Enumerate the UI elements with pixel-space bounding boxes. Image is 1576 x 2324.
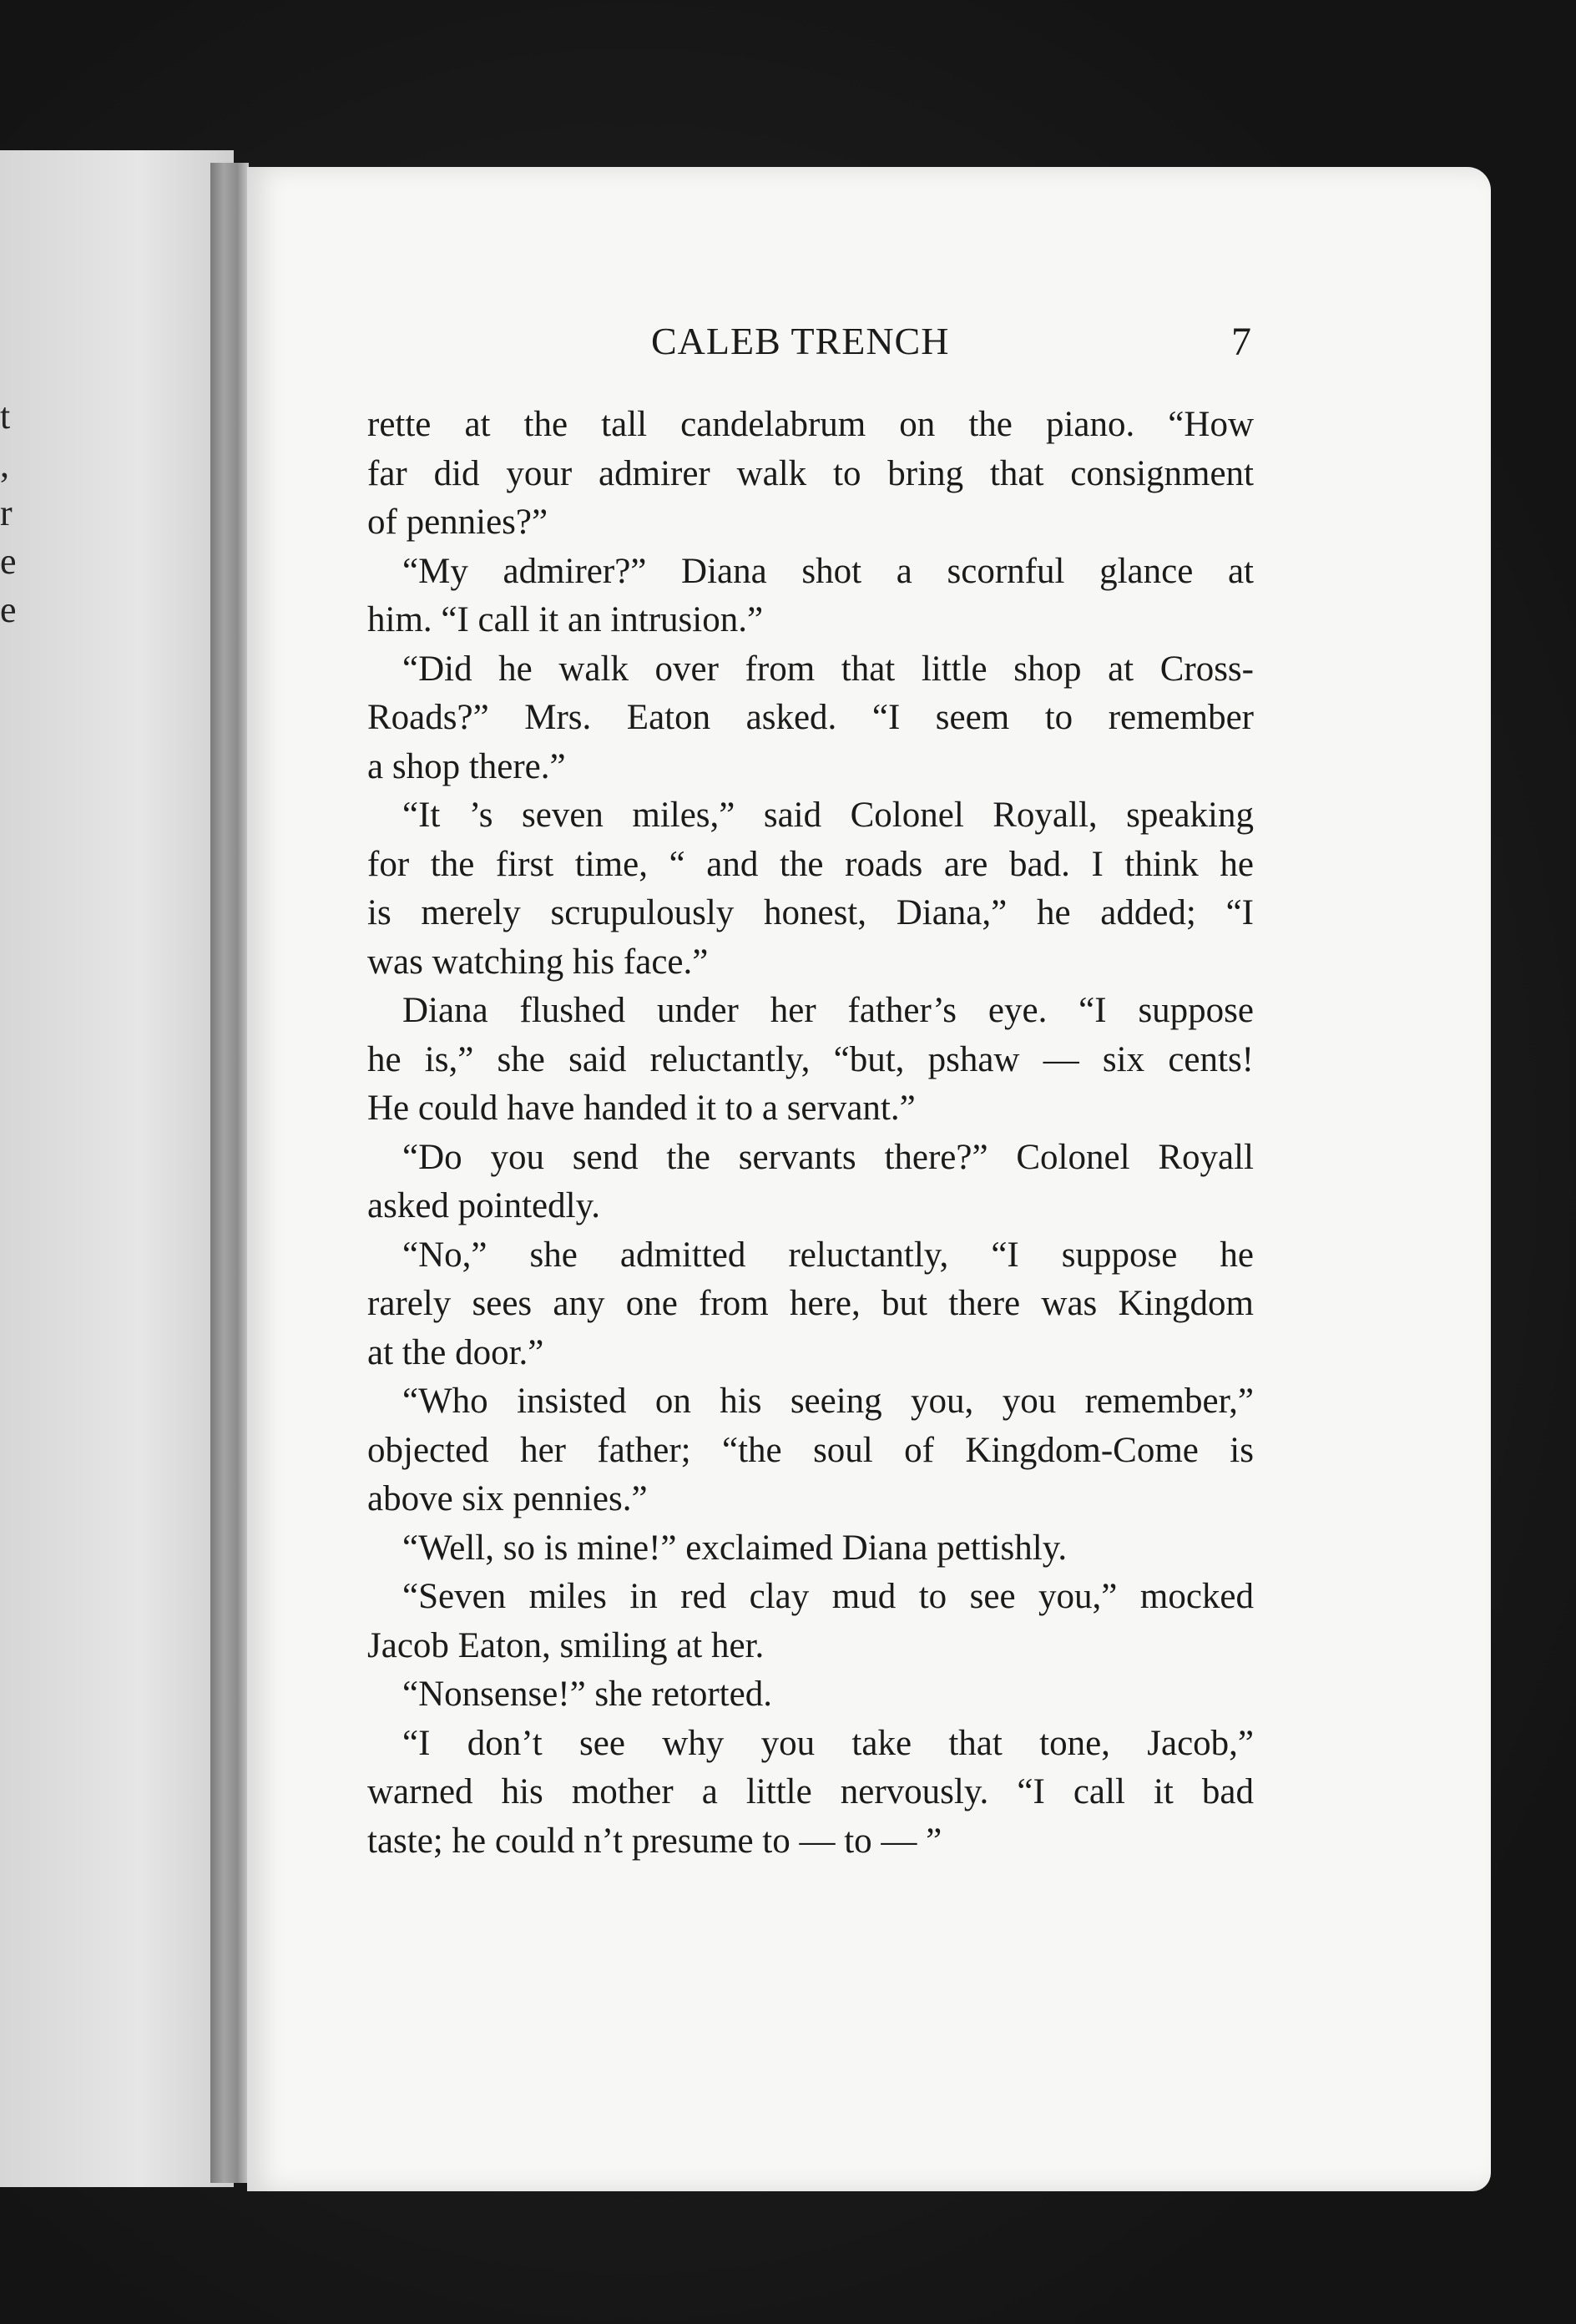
text-line: rarely sees any one from here, but there was Kingdom — [367, 1284, 1254, 1323]
text-line: of pennies?” — [367, 503, 548, 542]
text-line: is merely scrupulously honest, Diana,” he added; “I — [367, 893, 1254, 932]
text-line: taste; he could n’t presume to — to — ” — [367, 1821, 942, 1861]
text-line: “Did he walk over from that little shop at Cross- — [402, 649, 1254, 689]
text-line: He could have handed it to a servant.” — [367, 1089, 916, 1128]
text-line: “It ’s seven miles,” said Colonel Royall, speaking — [402, 796, 1254, 835]
text-line: him. “I call it an intrusion.” — [367, 600, 764, 639]
text-line: was watching his face.” — [367, 942, 709, 982]
left-edge-fragment: , — [0, 444, 9, 485]
text-line: objected her father; “the soul of Kingdom-Come is — [367, 1430, 1254, 1470]
text-line: a shop there.” — [367, 746, 566, 786]
text-line: “My admirer?” Diana shot a scornful glance at — [402, 551, 1254, 591]
text-line: “No,” she admitted reluctantly, “I suppose he — [402, 1235, 1254, 1275]
text-line: Diana flushed under her father’s eye. “I suppose — [402, 991, 1254, 1030]
text-line: Roads?” Mrs. Eaton asked. “I seem to remember — [367, 698, 1254, 737]
running-head: CALEB TRENCH — [651, 320, 950, 362]
text-line: for the first time, “ and the roads are bad. I think he — [367, 844, 1254, 884]
text-line: Jacob Eaton, smiling at her. — [367, 1625, 765, 1665]
left-edge-fragment: e — [0, 589, 17, 630]
left-edge-fragment: t — [0, 396, 11, 437]
text-line: asked pointedly. — [367, 1186, 601, 1225]
text-line: at the door.” — [367, 1332, 544, 1372]
text-line: “Seven miles in red clay mud to see you,” mocked — [402, 1577, 1254, 1616]
body-text — [367, 401, 1254, 1866]
text-line: “Nonsense!” she retorted. — [402, 1675, 772, 1714]
left-edge-fragment: r — [0, 493, 13, 533]
left-page-edge — [0, 150, 234, 2187]
text-line: “Who insisted on his seeing you, you remember,” — [402, 1382, 1254, 1421]
left-edge-fragment: e — [0, 541, 17, 582]
left-page-text-fragments — [0, 392, 17, 634]
text-line: he is,” she said reluctantly, “but, pshaw — six cents! — [367, 1039, 1254, 1079]
text-line: “Well, so is mine!” exclaimed Diana pettishly. — [402, 1528, 1068, 1568]
text-line: warned his mother a little nervously. “I call it bad — [367, 1772, 1254, 1811]
text-line: above six pennies.” — [367, 1479, 648, 1518]
text-line: “Do you send the servants there?” Colonel Royall — [402, 1137, 1254, 1177]
text-line: far did your admirer walk to bring that consignment — [367, 453, 1254, 493]
text-line: rette at the tall candelabrum on the piano. “How — [367, 405, 1254, 444]
text-line: “I don’t see why you take that tone, Jacob,” — [402, 1723, 1254, 1763]
page-number: 7 — [1231, 320, 1251, 364]
book-gutter — [210, 163, 249, 2183]
